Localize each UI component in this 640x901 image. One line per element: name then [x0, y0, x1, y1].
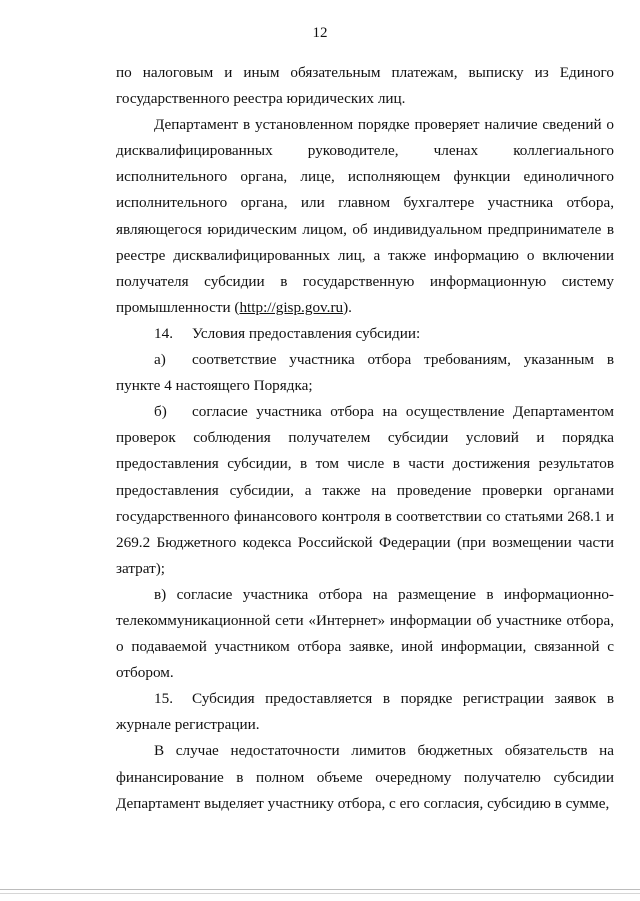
paragraph-limits: В случае недостаточности лимитов бюджетных обязательств на финансирование в полном объеме очередному получателю субсидии Департамент выделяет участнику отбора, с его согласия, субсидию в сумме, — [116, 742, 614, 812]
gisp-link[interactable]: http://gisp.gov.ru — [239, 298, 344, 316]
item-letter: а) — [154, 351, 166, 369]
paragraph-text: Департамент в установленном порядке проверяет наличие сведений о дисквалифицированных руководителе, членах коллегиального исполнительного органа, лице, исполняющем функции единоличного исполнительного органа, или главном бухгалтере участника отбора, являющегося юридическим лицом, об индивидуальном предпринимателе в реестре дисквалифицированных лиц, а также информацию о включении получателя субсидии в государственную информационную систему промышленности ( — [116, 116, 614, 316]
clause-number: 14. — [154, 324, 173, 342]
item-text: соответствие участника отбора требованиям, указанным в пункте 4 настоящего Порядка; — [116, 351, 614, 395]
bottom-edge-line — [0, 889, 640, 890]
paragraph-item-b — [116, 399, 614, 582]
clause-text: Условия предоставления субсидии: — [192, 324, 421, 342]
clause-number: 15. — [154, 690, 173, 708]
page-number: 12 — [312, 25, 328, 41]
paragraph-clause-14 — [116, 321, 614, 347]
paragraph-continuation: по налоговым и иным обязательным платежам, выписку из Единого государственного реестра юридических лиц. — [116, 64, 614, 108]
paragraph-clause-15 — [116, 686, 614, 738]
item-text: согласие участника отбора на осуществление Департаментом проверок соблюдения получателем субсидии условий и порядка предоставления субсидии, в том числе в части достижения результатов предоставления субсидии, а также на проведение проверки органами государственного финансового контроля в соответствии со статьями 268.1 и 269.2 Бюджетного кодекса Российской Федерации (при возмещении части затрат); — [116, 403, 614, 577]
clause-text: Субсидия предоставляется в порядке регистрации заявок в журнале регистрации. — [116, 690, 614, 734]
paragraph-tail: ). — [343, 298, 352, 316]
document-body — [116, 60, 614, 817]
bottom-edge-line-secondary — [0, 893, 640, 894]
paragraph-item-v: в) согласие участника отбора на размещение в информационно-телекоммуникационной сети «Интернет» информации об участнике отбора, о подаваемой участником отбора заявке, иной информации, связанной с отбором. — [116, 585, 614, 682]
paragraph-disqualification-check — [116, 112, 614, 321]
item-letter: б) — [154, 403, 167, 421]
paragraph-item-a — [116, 347, 614, 399]
